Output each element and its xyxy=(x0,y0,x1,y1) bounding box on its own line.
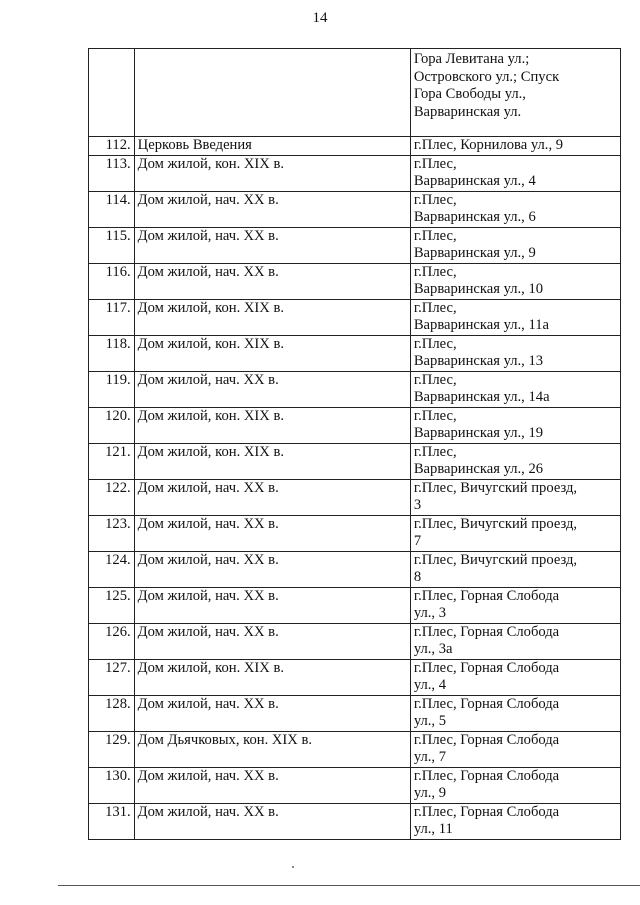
page-number: 14 xyxy=(312,10,328,26)
table-body xyxy=(89,49,621,840)
address-cell xyxy=(410,767,620,803)
row-number-cell xyxy=(89,515,135,551)
address-text: г.Плес, Варваринская ул., 14а xyxy=(413,371,550,405)
table-row xyxy=(89,443,621,479)
address-text: г.Плес, Вичугский проезд, 8 xyxy=(413,551,578,585)
row-number-cell xyxy=(89,551,135,587)
table-row xyxy=(89,263,621,299)
row-number: 117. xyxy=(105,299,131,316)
table-row xyxy=(89,767,621,803)
object-name-cell xyxy=(134,49,410,137)
row-number-cell xyxy=(89,155,135,191)
table-row xyxy=(89,659,621,695)
table-row xyxy=(89,227,621,263)
object-name: Дом жилой, нач. XX в. xyxy=(137,695,279,712)
table-row xyxy=(89,299,621,335)
object-name: Дом жилой, нач. XX в. xyxy=(137,623,279,640)
address-text: г.Плес, Горная Слобода ул., 4 xyxy=(413,659,560,693)
object-name-cell xyxy=(134,623,410,659)
row-number: 120. xyxy=(105,407,131,424)
object-name-cell xyxy=(134,335,410,371)
address-cell xyxy=(410,479,620,515)
address-cell xyxy=(410,443,620,479)
object-name-cell xyxy=(134,407,410,443)
row-number-cell xyxy=(89,767,135,803)
address-text: г.Плес, Варваринская ул., 6 xyxy=(413,191,536,225)
object-name: Дом жилой, кон. XIX в. xyxy=(137,659,284,676)
table-row xyxy=(89,803,621,839)
object-name: Дом Дьячковых, кон. XIX в. xyxy=(137,731,313,748)
object-name: Дом жилой, нач. XX в. xyxy=(137,587,279,604)
object-name: Дом жилой, нач. XX в. xyxy=(137,191,279,208)
address-text: г.Плес, Вичугский проезд, 7 xyxy=(413,515,578,549)
table-row xyxy=(89,407,621,443)
table-row xyxy=(89,479,621,515)
row-number-cell xyxy=(89,731,135,767)
address-text: г.Плес, Горная Слобода ул., 3 xyxy=(413,587,560,621)
table-row-continuation xyxy=(89,49,621,137)
row-number: 122. xyxy=(105,479,131,496)
address-cell xyxy=(410,371,620,407)
row-number: 124. xyxy=(105,551,131,568)
row-number: 121. xyxy=(105,443,131,460)
object-name: Дом жилой, нач. XX в. xyxy=(137,479,279,496)
object-name-cell xyxy=(134,659,410,695)
address-text: г.Плес, Варваринская ул., 26 xyxy=(413,443,544,477)
object-name: Дом жилой, кон. XIX в. xyxy=(137,299,284,316)
address-cell xyxy=(410,731,620,767)
row-number-cell xyxy=(89,407,135,443)
address-cell xyxy=(410,623,620,659)
object-name-cell xyxy=(134,443,410,479)
table-row xyxy=(89,695,621,731)
row-number-cell xyxy=(89,695,135,731)
object-name: Дом жилой, нач. XX в. xyxy=(137,371,279,388)
row-number-cell xyxy=(89,299,135,335)
row-number: 119. xyxy=(105,371,131,388)
address-cell xyxy=(410,407,620,443)
object-name: Дом жилой, кон. XIX в. xyxy=(137,407,284,424)
table-row xyxy=(89,137,621,156)
address-cell xyxy=(410,335,620,371)
row-number-cell xyxy=(89,803,135,839)
bottom-rule xyxy=(58,885,640,886)
row-number-cell xyxy=(89,479,135,515)
address-text: г.Плес, Варваринская ул., 11а xyxy=(413,299,550,333)
address-text: г.Плес, Варваринская ул., 19 xyxy=(413,407,544,441)
row-number: 128. xyxy=(105,695,131,712)
address-text: г.Плес, Горная Слобода ул., 7 xyxy=(413,731,560,765)
row-number-cell xyxy=(89,335,135,371)
address-text: г.Плес, Горная Слобода ул., 9 xyxy=(413,767,560,801)
object-name: Дом жилой, кон. XIX в. xyxy=(137,335,284,352)
address-cell xyxy=(410,659,620,695)
scan-speck xyxy=(292,866,294,868)
table-row xyxy=(89,587,621,623)
address-text: г.Плес, Корнилова ул., 9 xyxy=(413,137,564,153)
address-text: г.Плес, Варваринская ул., 4 xyxy=(413,155,536,189)
row-number-cell xyxy=(89,49,135,137)
object-name-cell xyxy=(134,551,410,587)
object-name-cell xyxy=(134,767,410,803)
address-cell xyxy=(410,551,620,587)
object-name: Дом жилой, нач. XX в. xyxy=(137,551,279,568)
address-cell xyxy=(410,227,620,263)
table-row xyxy=(89,515,621,551)
table-row xyxy=(89,371,621,407)
row-number-cell xyxy=(89,137,135,156)
object-name-cell xyxy=(134,371,410,407)
address-text: г.Плес, Варваринская ул., 9 xyxy=(413,227,536,261)
row-number-cell xyxy=(89,587,135,623)
table-row xyxy=(89,335,621,371)
address-text: г.Плес, Варваринская ул., 13 xyxy=(413,335,544,369)
object-name: Дом жилой, нач. XX в. xyxy=(137,227,279,244)
object-name-cell xyxy=(134,695,410,731)
address-cell xyxy=(410,299,620,335)
address-text: Гора Левитана ул.; Островского ул.; Спуск Гора Свободы ул., Варваринская ул. xyxy=(413,51,560,120)
object-name-cell xyxy=(134,227,410,263)
row-number: 114. xyxy=(105,191,131,208)
object-name: Дом жилой, кон. XIX в. xyxy=(137,155,284,172)
address-cell xyxy=(410,587,620,623)
table-row xyxy=(89,731,621,767)
address-text: г.Плес, Горная Слобода ул., 3а xyxy=(413,623,560,657)
object-name-cell xyxy=(134,299,410,335)
row-number: 130. xyxy=(105,767,131,784)
object-name-cell xyxy=(134,515,410,551)
row-number: 116. xyxy=(105,263,131,280)
row-number: 112. xyxy=(105,137,131,153)
object-name-cell xyxy=(134,137,410,156)
address-text: г.Плес, Варваринская ул., 10 xyxy=(413,263,544,297)
table-row xyxy=(89,155,621,191)
table-row xyxy=(89,623,621,659)
address-text: г.Плес, Вичугский проезд, 3 xyxy=(413,479,578,513)
object-name-cell xyxy=(134,263,410,299)
row-number-cell xyxy=(89,191,135,227)
address-cell xyxy=(410,695,620,731)
object-name: Дом жилой, нач. XX в. xyxy=(137,263,279,280)
object-name: Дом жилой, кон. XIX в. xyxy=(137,443,284,460)
address-cell xyxy=(410,263,620,299)
row-number-cell xyxy=(89,659,135,695)
row-number: 118. xyxy=(105,335,131,352)
object-name-cell xyxy=(134,731,410,767)
object-name-cell xyxy=(134,479,410,515)
row-number-cell xyxy=(89,263,135,299)
address-cell xyxy=(410,191,620,227)
object-name: Дом жилой, нач. XX в. xyxy=(137,767,279,784)
row-number: 115. xyxy=(105,227,131,244)
object-name-cell xyxy=(134,803,410,839)
row-number-cell xyxy=(89,227,135,263)
object-name-cell xyxy=(134,587,410,623)
object-name: Церковь Введения xyxy=(137,137,252,153)
address-text: г.Плес, Горная Слобода ул., 11 xyxy=(413,803,560,837)
row-number: 123. xyxy=(105,515,131,532)
row-number-cell xyxy=(89,623,135,659)
row-number-cell xyxy=(89,371,135,407)
address-cell xyxy=(410,137,620,156)
object-name-cell xyxy=(134,191,410,227)
address-cell xyxy=(410,515,620,551)
table-row xyxy=(89,191,621,227)
address-cell xyxy=(410,155,620,191)
object-name: Дом жилой, нач. XX в. xyxy=(137,803,279,820)
address-cell xyxy=(410,803,620,839)
row-number: 131. xyxy=(105,803,131,820)
row-number: 113. xyxy=(105,155,131,172)
object-name: Дом жилой, нач. XX в. xyxy=(137,515,279,532)
row-number: 126. xyxy=(105,623,131,640)
row-number-cell xyxy=(89,443,135,479)
address-cell xyxy=(410,49,620,137)
address-text: г.Плес, Горная Слобода ул., 5 xyxy=(413,695,560,729)
object-name-cell xyxy=(134,155,410,191)
row-number: 125. xyxy=(105,587,131,604)
table-row xyxy=(89,551,621,587)
heritage-objects-table xyxy=(88,48,621,840)
row-number: 129. xyxy=(105,731,131,748)
row-number: 127. xyxy=(105,659,131,676)
